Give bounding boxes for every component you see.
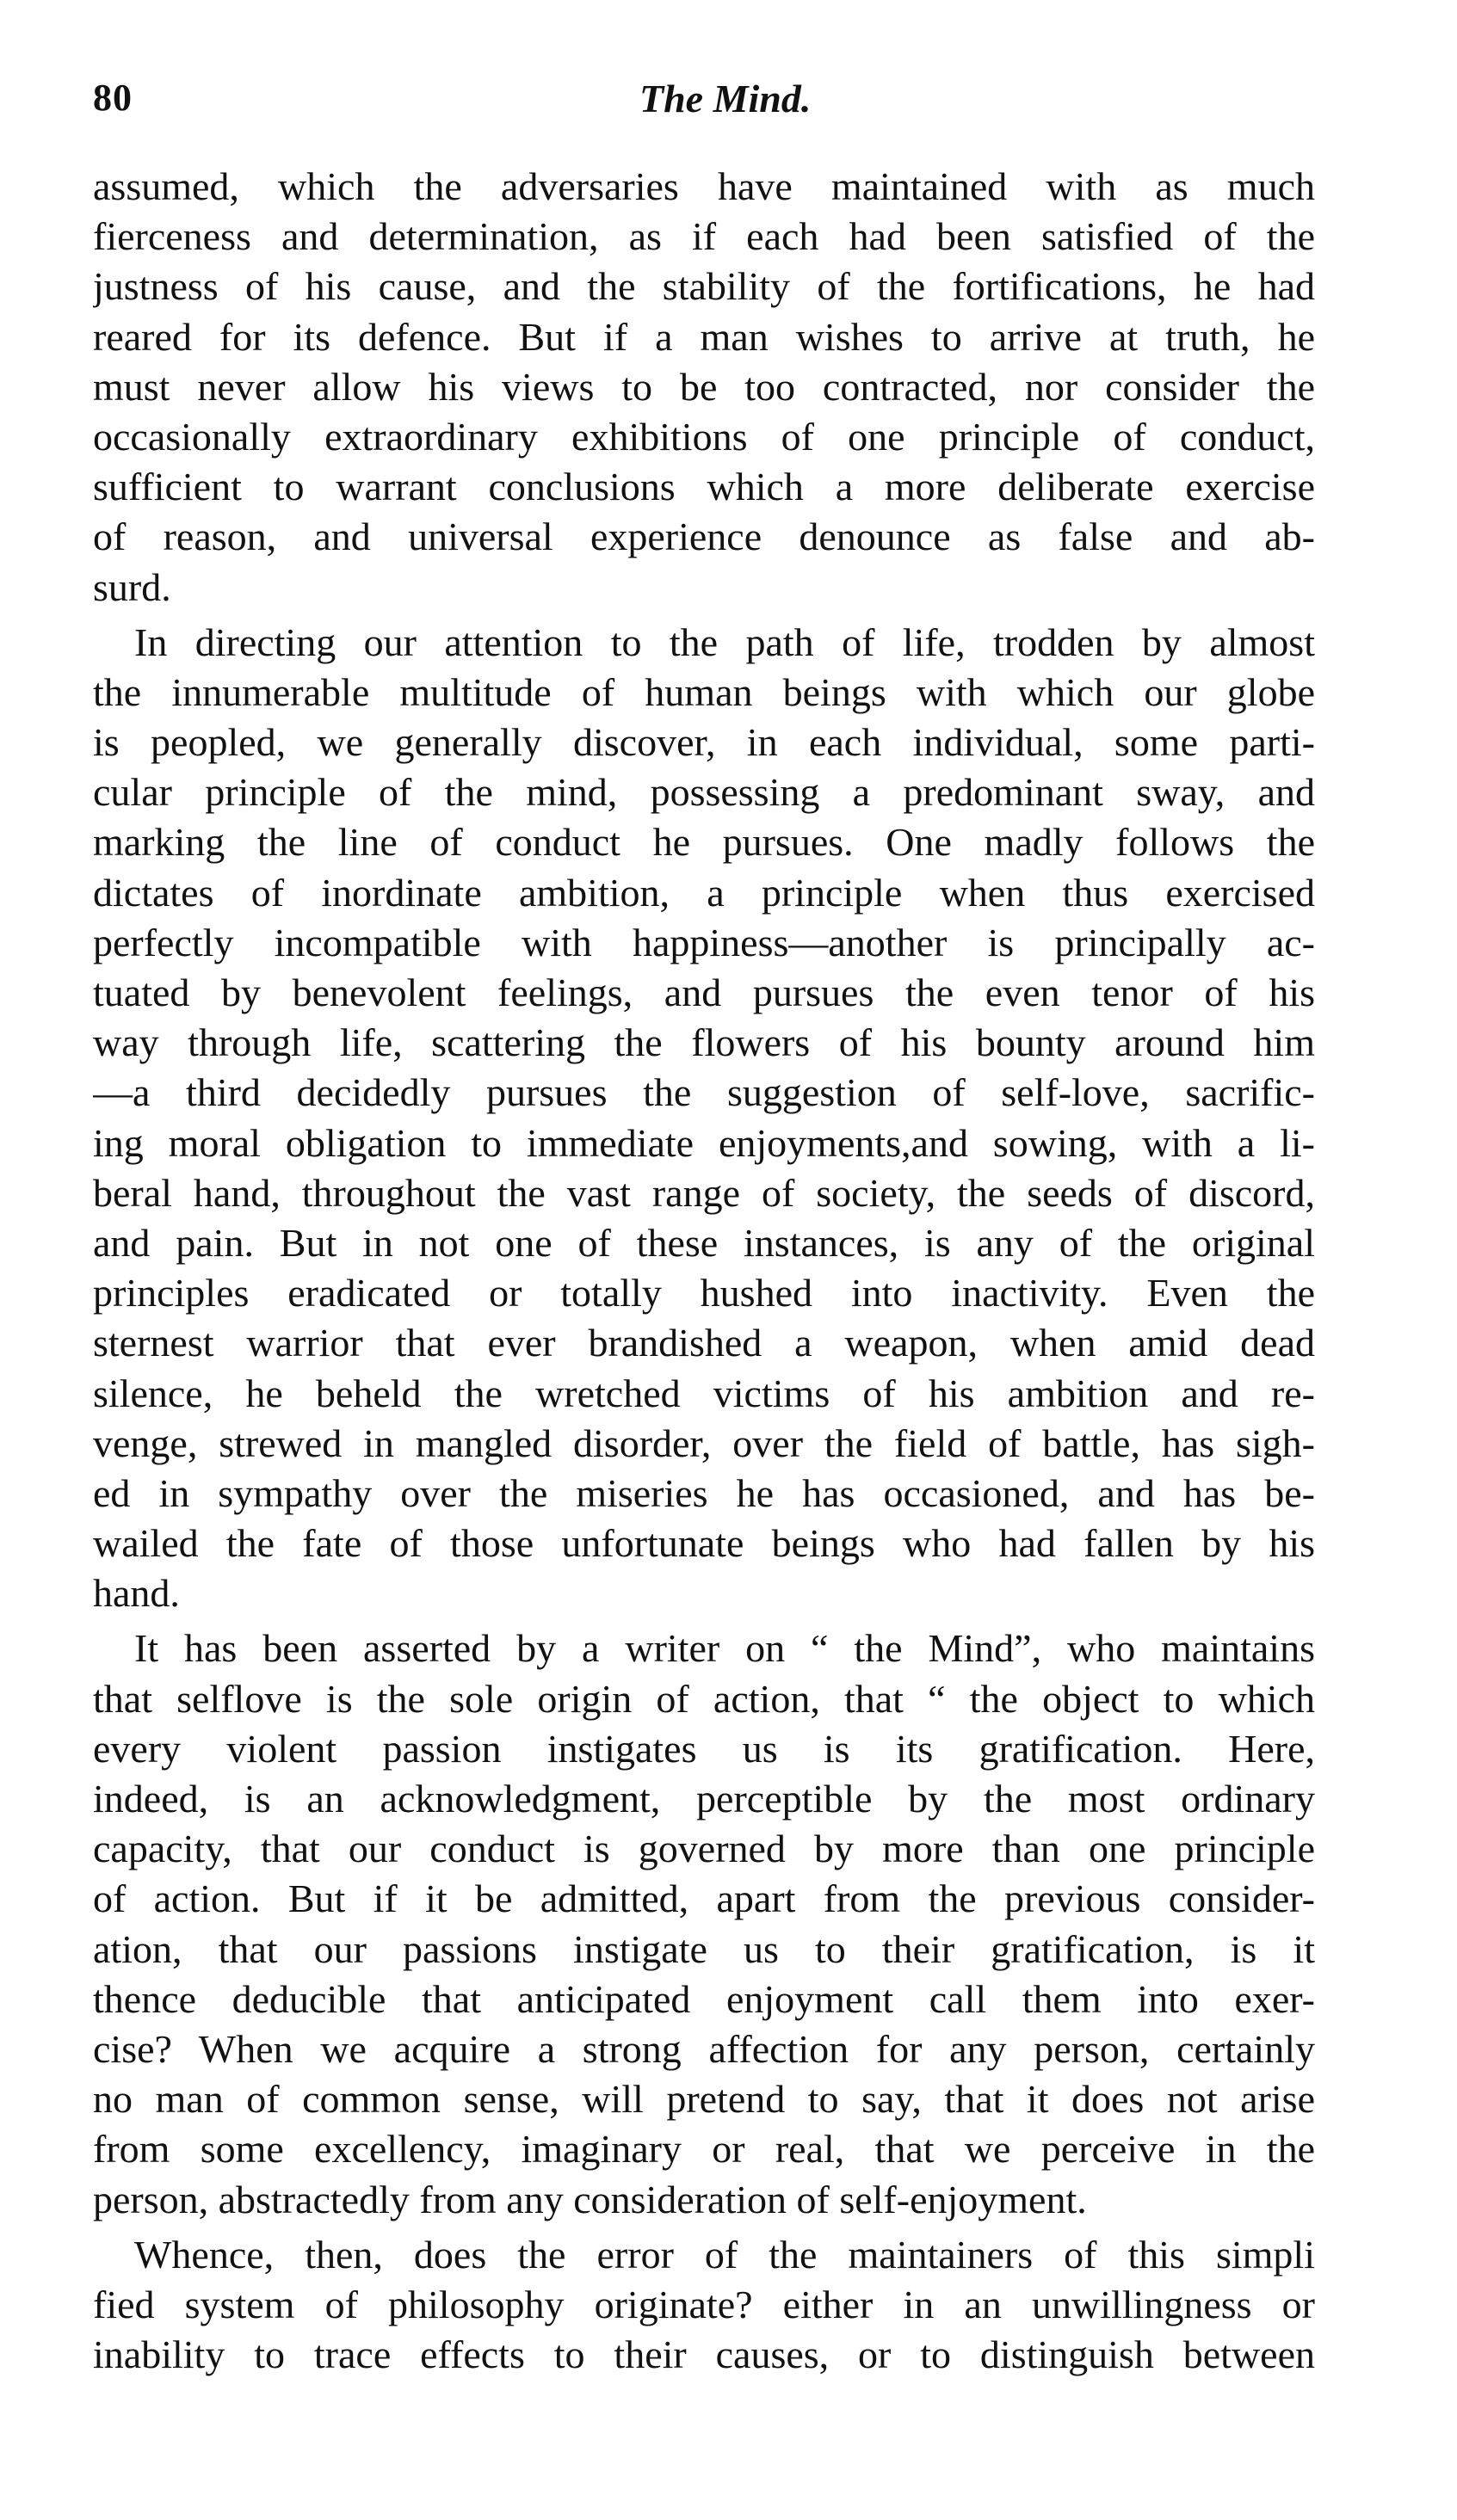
text-line: every violent passion instigates us is its gratification. Here, (93, 1726, 1315, 1771)
paragraph-3 (93, 1624, 1315, 2224)
text-line: tuated by benevolent feelings, and pursues the even tenor of his (93, 970, 1315, 1014)
text-line: capacity, that our conduct is governed by more than one principle (93, 1827, 1315, 1871)
text-line: —a third decidedly pursues the suggestion of self-love, sacrific- (93, 1070, 1315, 1115)
text-line: thence deducible that anticipated enjoyment call them into exer- (93, 1976, 1315, 2021)
text-line: occasionally extraordinary exhibitions of one principle of conduct, (93, 414, 1315, 459)
text-line: must never allow his views to be too contracted, nor consider the (93, 364, 1315, 409)
text-line: wailed the fate of those unfortunate beings who had fallen by his (93, 1521, 1315, 1566)
text-line: the innumerable multitude of human beings with which our globe (93, 669, 1315, 714)
text-line: justness of his cause, and the stability of the fortifications, he had (93, 264, 1315, 309)
text-line: beral hand, throughout the vast range of society, the seeds of discord, (93, 1170, 1315, 1215)
text-line: cular principle of the mind, possessing a predominant sway, and (93, 770, 1315, 815)
text-line: indeed, is an acknowledgment, perceptible by the most ordinary (93, 1777, 1315, 1821)
text-line: inability to trace effects to their causes, or to distinguish between (93, 2332, 1315, 2377)
paragraph-4 (93, 2230, 1315, 2381)
text-line: It has been asserted by a writer on “ the Mind”, who maintains (134, 1626, 1315, 1671)
text-line: sufficient to warrant conclusions which a more deliberate exercise (93, 465, 1315, 509)
text-line: from some excellency, imaginary or real, that we perceive in the (93, 2127, 1315, 2172)
text-line: of reason, and universal experience denounce as false and ab- (93, 514, 1315, 559)
text-line: way through life, scattering the flowers of his bounty around him (93, 1020, 1315, 1065)
text-line: ing moral obligation to immediate enjoyments,and sowing, with a li- (93, 1120, 1315, 1165)
text-line: person, abstractedly from any consideration of self-enjoyment. (93, 2177, 1087, 2221)
page-header (93, 76, 1315, 136)
text-line: silence, he beheld the wretched victims of his ambition and re- (93, 1371, 1315, 1415)
paragraph-1 (93, 162, 1315, 613)
text-line: venge, strewed in mangled disorder, over the field of battle, has sigh- (93, 1420, 1315, 1465)
text-line: marking the line of conduct he pursues. One madly follows the (93, 820, 1315, 865)
text-line: cise? When we acquire a strong affection for any person, certainly (93, 2026, 1315, 2071)
text-line: no man of common sense, will pretend to say, that it does not arise (93, 2077, 1315, 2122)
running-title: The Mind. (639, 77, 812, 120)
text-line: that selflove is the sole origin of action, that “ the object to which (93, 1676, 1315, 1721)
text-line: of action. But if it be admitted, apart from the previous consider- (93, 1876, 1315, 1921)
body-text (93, 162, 1315, 2380)
text-line: and pain. But in not one of these instances, is any of the original (93, 1220, 1315, 1265)
text-line: sternest warrior that ever brandished a weapon, when amid dead (93, 1321, 1315, 1365)
text-line: assumed, which the adversaries have maintained with as much (93, 164, 1315, 208)
paragraph-2 (93, 618, 1315, 1619)
text-line: fied system of philosophy originate? either in an unwillingness or (93, 2282, 1315, 2326)
page-number: 80 (93, 77, 133, 119)
text-line: reared for its defence. But if a man wishes to arrive at truth, he (93, 314, 1315, 359)
text-line: hand. (93, 1571, 180, 1616)
text-line: perfectly incompatible with happiness—another is principally ac- (93, 920, 1315, 964)
text-line: Whence, then, does the error of the maintainers of this simpli (134, 2232, 1315, 2277)
text-line: surd. (93, 564, 171, 609)
text-line: is peopled, we generally discover, in each individual, some parti- (93, 720, 1315, 765)
text-line: ation, that our passions instigate us to their gratification, is it (93, 1926, 1315, 1971)
text-line: ed in sympathy over the miseries he has occasioned, and has be- (93, 1470, 1315, 1515)
text-line: In directing our attention to the path of life, trodden by almost (134, 619, 1315, 664)
text-line: principles eradicated or totally hushed into inactivity. Even the (93, 1271, 1315, 1315)
text-line: dictates of inordinate ambition, a principle when thus exercised (93, 870, 1315, 915)
text-line: fierceness and determination, as if each had been satisfied of the (93, 214, 1315, 259)
